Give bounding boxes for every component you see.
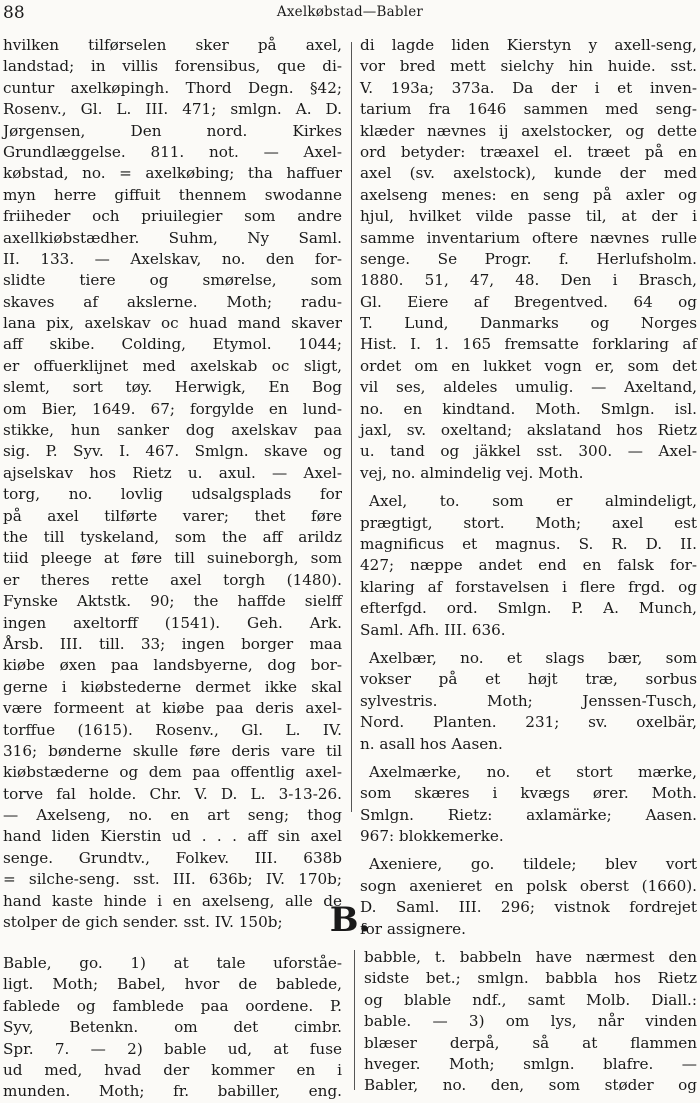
text-line: no. en kindtand. Moth. Smlgn. isl. bbox=[360, 399, 697, 418]
text-line: babble, t. babbeln have nærmest den bbox=[364, 948, 697, 966]
section-letter: B. bbox=[329, 900, 371, 940]
text-line: sidste bet.; smlgn. babbla hos Rietz bbox=[364, 969, 697, 988]
text-line: u. tand og jäkkel sst. 300. — Axel- bbox=[360, 442, 697, 461]
text-line: torg, no. lovlig udsalgsplads for bbox=[3, 485, 342, 504]
text-line: klaring af forstavelsen i flere frgd. og bbox=[360, 577, 697, 596]
text-line: vor bred mett sielchy hin huide. sst. bbox=[360, 57, 697, 76]
left-column bbox=[3, 35, 342, 932]
text-line: II. 133. — Axelskav, no. den for- bbox=[3, 249, 342, 268]
text-line: og blable ndf., samt Molb. Diall.: bbox=[364, 990, 697, 1009]
text-line: the till tyskeland, som the aff arildz bbox=[3, 527, 342, 546]
text-line: D. Saml. III. 296; vistnok fordrejet bbox=[360, 898, 697, 917]
text-line: axel (sv. axelstock), kunde der med bbox=[360, 164, 697, 183]
text-line: Bable, go. 1) at tale uforståe- bbox=[3, 954, 342, 972]
text-line: skaves af akslerne. Moth; radu- bbox=[3, 292, 342, 311]
text-line: på axel tilførte varer; thet føre bbox=[3, 506, 342, 525]
text-line: 967: blokkemerke. bbox=[360, 827, 504, 846]
text-line: hveger. Moth; smlgn. blafre. — bbox=[364, 1054, 697, 1073]
text-line: T. Lund, Danmarks og Norges bbox=[360, 314, 697, 333]
text-line: Axel, to. som er almindeligt, bbox=[369, 492, 697, 511]
text-line: Jørgensen, Den nord. Kirkes bbox=[3, 121, 342, 140]
text-line: 316; bønderne skulle føre deris vare til bbox=[3, 741, 342, 760]
text-line: tiid pleege at føre till suineborgh, som bbox=[3, 549, 342, 568]
text-line: prægtigt, stort. Moth; axel est bbox=[360, 513, 697, 532]
text-line: 427; næppe andet end en falsk for- bbox=[360, 556, 697, 575]
text-line: vil ses, aldeles umulig. — Axeltand, bbox=[360, 378, 697, 397]
text-line: klæder nævnes ij axelstocker, og dette bbox=[360, 121, 697, 140]
page-header bbox=[0, 3, 700, 25]
text-line: Fynske Aktstk. 90; the haffde sielff bbox=[3, 592, 342, 611]
paragraph-gap bbox=[360, 641, 697, 648]
text-line: senge. Se Progr. f. Herlufsholm. bbox=[360, 249, 697, 268]
text-line: tarium fra 1646 sammen med seng- bbox=[360, 100, 697, 119]
text-line: samme inventarium oftere nævnes rulle bbox=[360, 228, 697, 247]
text-line: købstad, no. = axelkøbing; tha haffuer bbox=[3, 164, 342, 183]
text-line: V. 193a; 373a. Da der i et inven- bbox=[360, 78, 697, 97]
text-line: Rosenv., Gl. L. III. 471; smlgn. A. D. bbox=[3, 100, 342, 119]
text-line: vej, no. almindelig vej. Moth. bbox=[360, 463, 584, 482]
text-line: slemt, sort tøy. Herwigk, En Bog bbox=[3, 378, 342, 397]
text-line: Axeniere, go. tildele; blev vort bbox=[369, 855, 697, 874]
text-line: hand liden Kierstin ud . . . aff sin axel bbox=[3, 827, 342, 846]
column-divider bbox=[351, 42, 352, 812]
paragraph-gap bbox=[360, 484, 697, 491]
text-line: for assignere. bbox=[360, 919, 466, 938]
text-line: friiheder och priuilegier som andre bbox=[3, 207, 342, 226]
text-line: Grundlæggelse. 811. not. — Axel- bbox=[3, 142, 342, 161]
text-line: fablede og famblede paa oordene. P. bbox=[3, 996, 342, 1015]
right-column bbox=[360, 35, 697, 938]
text-line: kiøbstæderne og dem paa offentlig axel- bbox=[3, 763, 342, 782]
text-line: Nord. Planten. 231; sv. oxelbär, bbox=[360, 713, 697, 732]
text-line: Smlgn. Rietz: axlamärke; Aasen. bbox=[360, 805, 697, 824]
text-line: hand kaste hinde i en axelseng, alle de bbox=[3, 891, 342, 910]
text-line: stikke, hun sanker dog axelskav paa bbox=[3, 421, 342, 440]
text-line: ingen axeltorff (1541). Geh. Ark. bbox=[3, 613, 342, 632]
text-line: Axelbær, no. et slags bær, som bbox=[369, 648, 697, 667]
text-line: vokser på et højt træ, sorbus bbox=[360, 670, 697, 689]
text-line: stolper de gich sender. sst. IV. 150b; bbox=[3, 913, 283, 932]
text-line: aff skibe. Colding, Etymol. 1044; bbox=[3, 335, 342, 354]
text-line: ajselskav hos Rietz u. axul. — Axel- bbox=[3, 463, 342, 482]
text-line: om Bier, 1649. 67; forgylde en lund- bbox=[3, 399, 342, 418]
text-line: Axelmærke, no. et stort mærke, bbox=[369, 762, 697, 781]
text-line: sylvestris. Moth; Jenssen-Tusch, bbox=[360, 691, 697, 710]
text-line: som skæres i kvægs ører. Moth. bbox=[360, 784, 697, 803]
text-line: Hist. I. 1. 165 fremsatte forklaring af bbox=[360, 335, 697, 354]
text-line: efterfgd. ord. Smlgn. P. A. Munch, bbox=[360, 599, 697, 618]
text-line: er theres rette axel torgh (1480). bbox=[3, 570, 342, 589]
text-line: gerne i kiøbstederne dermet ikke skal bbox=[3, 677, 342, 696]
text-line: blæser derpå, så at flammen bbox=[364, 1033, 697, 1052]
text-line: — Axelseng, no. en art seng; thog bbox=[3, 806, 342, 825]
bottom-right-column bbox=[364, 947, 697, 1095]
text-line: landstad; in villis forensibus, que di- bbox=[3, 57, 342, 76]
page-number: 88 bbox=[3, 3, 25, 23]
text-line: ordet om en lukket vogn er, som det bbox=[360, 356, 697, 375]
text-line: ord betyder: træaxel el. træet på en bbox=[360, 142, 697, 161]
paragraph-gap bbox=[360, 847, 697, 854]
text-line: bable. — 3) om lys, når vinden bbox=[364, 1012, 697, 1031]
text-line: Årsb. III. till. 33; ingen borger maa bbox=[3, 634, 342, 653]
running-head: Axelkøbstad—Babler bbox=[276, 4, 424, 20]
text-line: Babler, no. den, som støder og bbox=[364, 1076, 697, 1095]
text-line: axelseng menes: en seng på axler og bbox=[360, 185, 697, 204]
paragraph-gap bbox=[360, 755, 697, 762]
text-line: cuntur axelkøpingh. Thord Degn. §42; bbox=[3, 78, 342, 97]
text-line: hjul, hvilket vilde passe til, at der i bbox=[360, 207, 697, 226]
text-line: munden. Moth; fr. babiller, eng. bbox=[3, 1082, 342, 1101]
text-line: torve fal holde. Chr. V. D. L. 3-13-26. bbox=[3, 784, 342, 803]
text-line: n. asall hos Aasen. bbox=[360, 734, 503, 753]
bottom-left-column bbox=[3, 953, 342, 1101]
bottom-column-divider bbox=[354, 950, 355, 1090]
text-line: Spr. 7. — 2) bable ud, at fuse bbox=[3, 1039, 342, 1058]
text-line: jaxl, sv. oxeltand; akslatand hos Rietz bbox=[360, 421, 697, 440]
text-line: Saml. Afh. III. 636. bbox=[360, 620, 506, 639]
text-line: di lagde liden Kierstyn y axell-seng, bbox=[360, 36, 697, 54]
text-line: myn herre giffuit thennem swodanne bbox=[3, 185, 342, 204]
text-line: være formeent at kiøbe paa deris axel- bbox=[3, 699, 342, 718]
text-line: senge. Grundtv., Folkev. III. 638b bbox=[3, 848, 342, 867]
text-line: sogn axenieret en polsk oberst (1660). bbox=[360, 876, 697, 895]
text-line: axellkiøbstædher. Suhm, Ny Saml. bbox=[3, 228, 342, 247]
text-line: 1880. 51, 47, 48. Den i Brasch, bbox=[360, 271, 697, 290]
text-line: sig. P. Syv. I. 467. Smlgn. skave og bbox=[3, 442, 342, 461]
text-line: torffue (1615). Rosenv., Gl. L. IV. bbox=[3, 720, 342, 739]
text-line: lana pix, axelskav oc huad mand skaver bbox=[3, 314, 342, 333]
text-line: ud med, hvad der kommer en i bbox=[3, 1060, 342, 1079]
text-line: = silche-seng. sst. III. 636b; IV. 170b; bbox=[3, 870, 342, 889]
text-line: magnificus et magnus. S. R. D. II. bbox=[360, 534, 697, 553]
text-line: slidte tiere og smørelse, som bbox=[3, 271, 342, 290]
text-line: Syv, Betenkn. om det cimbr. bbox=[3, 1018, 342, 1037]
text-line: er offuerklijnet med axelskab oc sligt, bbox=[3, 356, 342, 375]
text-line: Gl. Eiere af Bregentved. 64 og bbox=[360, 292, 697, 311]
text-line: hvilken tilførselen sker på axel, bbox=[3, 36, 342, 54]
text-line: kiøbe øxen paa landsbyerne, dog bor- bbox=[3, 656, 342, 675]
text-line: ligt. Moth; Babel, hvor de bablede, bbox=[3, 975, 342, 994]
